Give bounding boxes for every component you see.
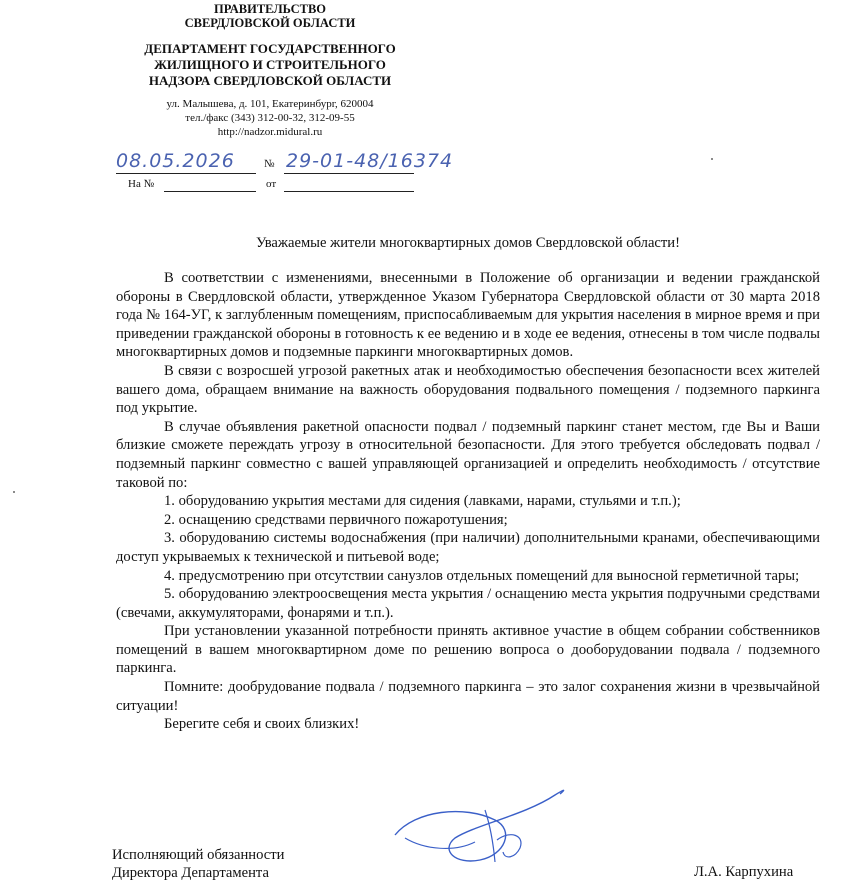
government-title: [110, 2, 430, 30]
number-underline: [284, 173, 414, 174]
government-line-1: ПРАВИТЕЛЬСТВО: [213, 2, 327, 16]
website: http://nadzor.midural.ru: [217, 126, 323, 138]
in-reply-label: На №: [128, 178, 155, 190]
salutation: Уважаемые жители многоквартирных домов Свердловской области!: [256, 235, 680, 251]
registration-number: 29-01-48/16374: [286, 150, 454, 172]
position-line-1: Исполняющий обязанности: [112, 847, 285, 863]
in-reply-underline: [164, 191, 256, 192]
date-underline: [116, 173, 256, 174]
department-line-3: НАДЗОРА СВЕРДЛОВСКОЙ ОБЛАСТИ: [148, 73, 392, 88]
signatory-position: [112, 846, 284, 882]
list-item: 2. оснащению средствами первичного пожаротушения;: [164, 511, 508, 528]
paragraph: При установлении указанной потребности принять активное участие в общем собрании собственников помещений в вашем многоквартирном доме по решению вопроса о дооборудовании подвала / подземного паркинга.: [116, 623, 820, 677]
letter-body: [116, 269, 820, 734]
government-line-2: СВЕРДЛОВСКОЙ ОБЛАСТИ: [184, 16, 356, 30]
paragraph: В связи с возросшей угрозой ракетных атак и необходимостью обеспечения безопасности всех жителей вашего дома, обращаем внимание на важность оборудования подвального помещения / подземного паркинга под укрытие.: [116, 362, 820, 417]
from-underline: [284, 191, 414, 192]
department-line-1: ДЕПАРТАМЕНТ ГОСУДАРСТВЕННОГО: [144, 41, 396, 56]
signature-scribble: [385, 780, 575, 870]
scan-dot: [711, 158, 713, 160]
department-title: [110, 41, 430, 89]
closing-line: Берегите себя и своих близких!: [164, 716, 360, 733]
list-item: 4. предусмотрению при отсутствии санузлов отдельных помещений для выносной герметичной тары;: [164, 567, 800, 584]
contact-block: [110, 97, 430, 139]
department-line-2: ЖИЛИЩНОГО И СТРОИТЕЛЬНОГО: [154, 57, 386, 72]
position-line-2: Директора Департамента: [112, 865, 269, 881]
from-label: от: [266, 178, 277, 190]
registration-date: 08.05.2026: [116, 150, 235, 172]
paragraph: В соответствии с изменениями, внесенными в Положение об организации и ведении гражданской обороны в Свердловской области, утвержденное Указом Губернатора Свердловской области от 30 марта 2018 года № 164-УГ, к заглубленным помещениям, приспосабливаемым для укрытия населения в мирное время и при приведении гражданской обороны в готовность к ее ведению и в ходе ее ведения, отнесены в том числе подвалы многоквартирных домов и подземные паркинги многоквартирных домов.: [116, 270, 820, 361]
paragraph: Помните: дообрудование подвала / подземного паркинга – это залог сохранения жизни в чрезвычайной ситуации!: [116, 679, 820, 714]
number-label: №: [264, 158, 275, 170]
signatory-name: Л.А. Карпухина: [694, 864, 794, 880]
paragraph: В случае объявления ракетной опасности подвал / подземный паркинг станет местом, где Вы и Ваши близкие сможете переждать угрозу в относительной безопасности. Для этого требуется обследовать подвал / подземный паркинг совместно с вашей управляющей организацией и определить необходимость / отсутствие таковой по:: [116, 418, 820, 491]
list-item: 5. оборудованию электроосвещения места укрытия / оснащению места укрытия подручными средствами (свечами, аккумуляторами, фонарями и т.п.).: [116, 586, 820, 621]
list-item: 3. оборудованию системы водоснабжения (при наличии) дополнительными кранами, обеспечивающими доступ укрываемых к технической и питьевой воде;: [116, 530, 820, 565]
phone: тел./факс (343) 312-00-32, 312-09-55: [185, 112, 355, 124]
list-item: 1. оборудованию укрытия местами для сидения (лавками, нарами, стульями и т.п.);: [164, 493, 681, 510]
scan-dot: [13, 491, 15, 493]
address: ул. Малышева, д. 101, Екатеринбург, 620004: [166, 98, 374, 110]
